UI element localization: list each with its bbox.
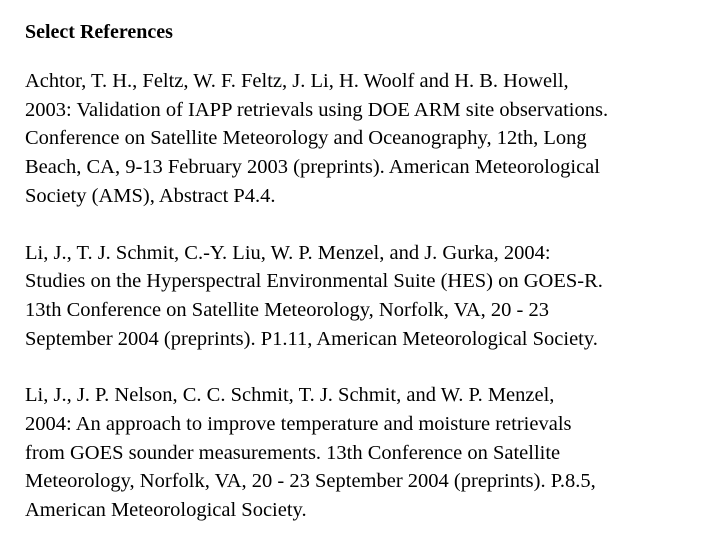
reference-item-1 — [25, 67, 715, 211]
reference-line: Beach, CA, 9-13 February 2003 (preprints). American Meteorological — [25, 156, 600, 179]
reference-line: Achtor, T. H., Feltz, W. F. Feltz, J. Li, H. Woolf and H. B. Howell, — [25, 70, 569, 92]
reference-line: September 2004 (preprints). P1.11, American Meteorological Society. — [25, 327, 598, 350]
reference-line: 2004: An approach to improve temperature and moisture retrievals — [25, 413, 572, 436]
reference-line: Society (AMS), Abstract P4.4. — [25, 184, 276, 207]
page-title: Select References — [25, 21, 173, 43]
reference-item-2 — [25, 239, 715, 354]
reference-line: Meteorology, Norfolk, VA, 20 - 23 September 2004 (preprints). P.8.5, — [25, 470, 596, 493]
reference-line: Studies on the Hyperspectral Environmental Suite (HES) on GOES-R. — [25, 270, 603, 293]
reference-line: Conference on Satellite Meteorology and Oceanography, 12th, Long — [25, 127, 587, 150]
reference-line: 2003: Validation of IAPP retrievals using DOE ARM site observations. — [25, 98, 609, 121]
reference-line: Li, J., T. J. Schmit, C.-Y. Liu, W. P. Menzel, and J. Gurka, 2004: — [25, 241, 551, 264]
reference-item-3 — [25, 381, 715, 525]
reference-line: Li, J., J. P. Nelson, C. C. Schmit, T. J. Schmit, and W. P. Menzel, — [25, 384, 555, 407]
reference-line: 13th Conference on Satellite Meteorology, Norfolk, VA, 20 - 23 — [25, 298, 549, 321]
reference-line: from GOES sounder measurements. 13th Conference on Satellite — [25, 441, 561, 464]
reference-line: American Meteorological Society. — [25, 499, 307, 522]
document-page — [25, 18, 715, 553]
